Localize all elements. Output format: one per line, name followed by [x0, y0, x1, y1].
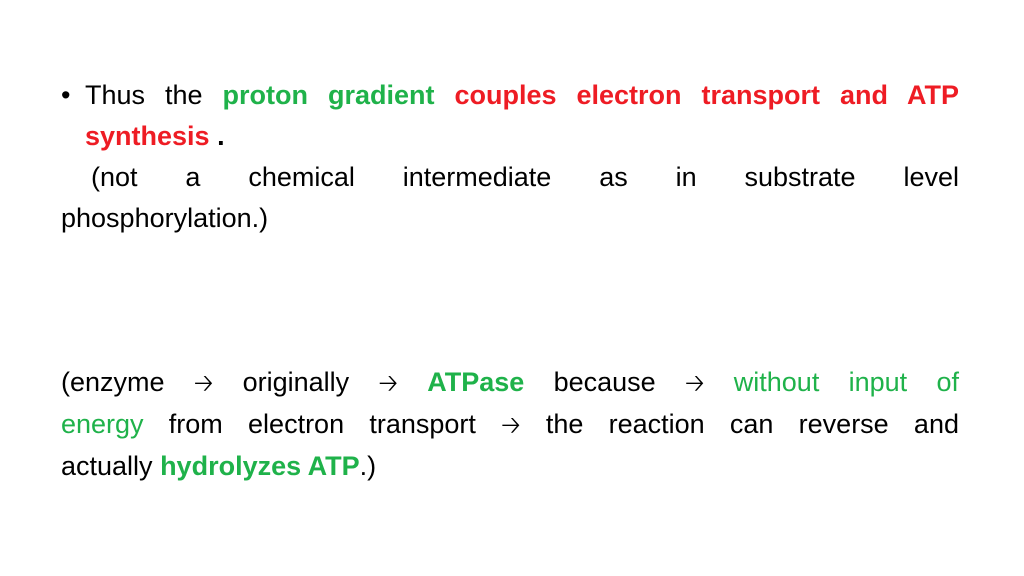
- arrow-right-icon: 🡢: [378, 369, 398, 397]
- lead-text: Thus the: [85, 80, 223, 110]
- bullet-paragraph: [61, 75, 959, 239]
- note-line-1: (not a chemical intermediate as in substrate level: [91, 162, 959, 192]
- proton-gradient-term: proton gradient: [222, 80, 435, 110]
- note-line-2: phosphorylation.): [61, 203, 269, 233]
- from-transport-text: from electron transport: [143, 409, 502, 439]
- arrow-right-icon: 🡢: [684, 369, 705, 397]
- enzyme-text: (enzyme: [61, 367, 194, 397]
- reverse-text: the reaction can reverse and: [520, 409, 959, 439]
- bullet-symbol: •: [61, 80, 71, 110]
- enzyme-line-1: [61, 362, 959, 404]
- without-input-text: without input of: [733, 367, 959, 397]
- arrow-right-icon: 🡢: [193, 369, 214, 397]
- enzyme-line-3: [61, 446, 959, 487]
- enzyme-line-2: [61, 404, 959, 446]
- atpase-term: ATPase: [427, 367, 525, 397]
- enzyme-paragraph: [61, 362, 959, 487]
- bullet-line-2: [61, 116, 959, 157]
- hydrolyzes-term: hydrolyzes ATP: [160, 451, 360, 481]
- closing-text: .): [359, 451, 377, 481]
- bullet-line-1: [61, 75, 959, 116]
- actually-text: actually: [61, 451, 161, 481]
- because-text: because: [524, 367, 685, 397]
- originally-text: originally: [213, 367, 379, 397]
- energy-text: energy: [61, 409, 144, 439]
- arrow-right-icon: 🡢: [501, 411, 521, 439]
- couples-term: couples electron transport and ATP: [454, 80, 959, 110]
- period: .: [209, 121, 225, 151]
- synthesis-term: synthesis: [85, 121, 210, 151]
